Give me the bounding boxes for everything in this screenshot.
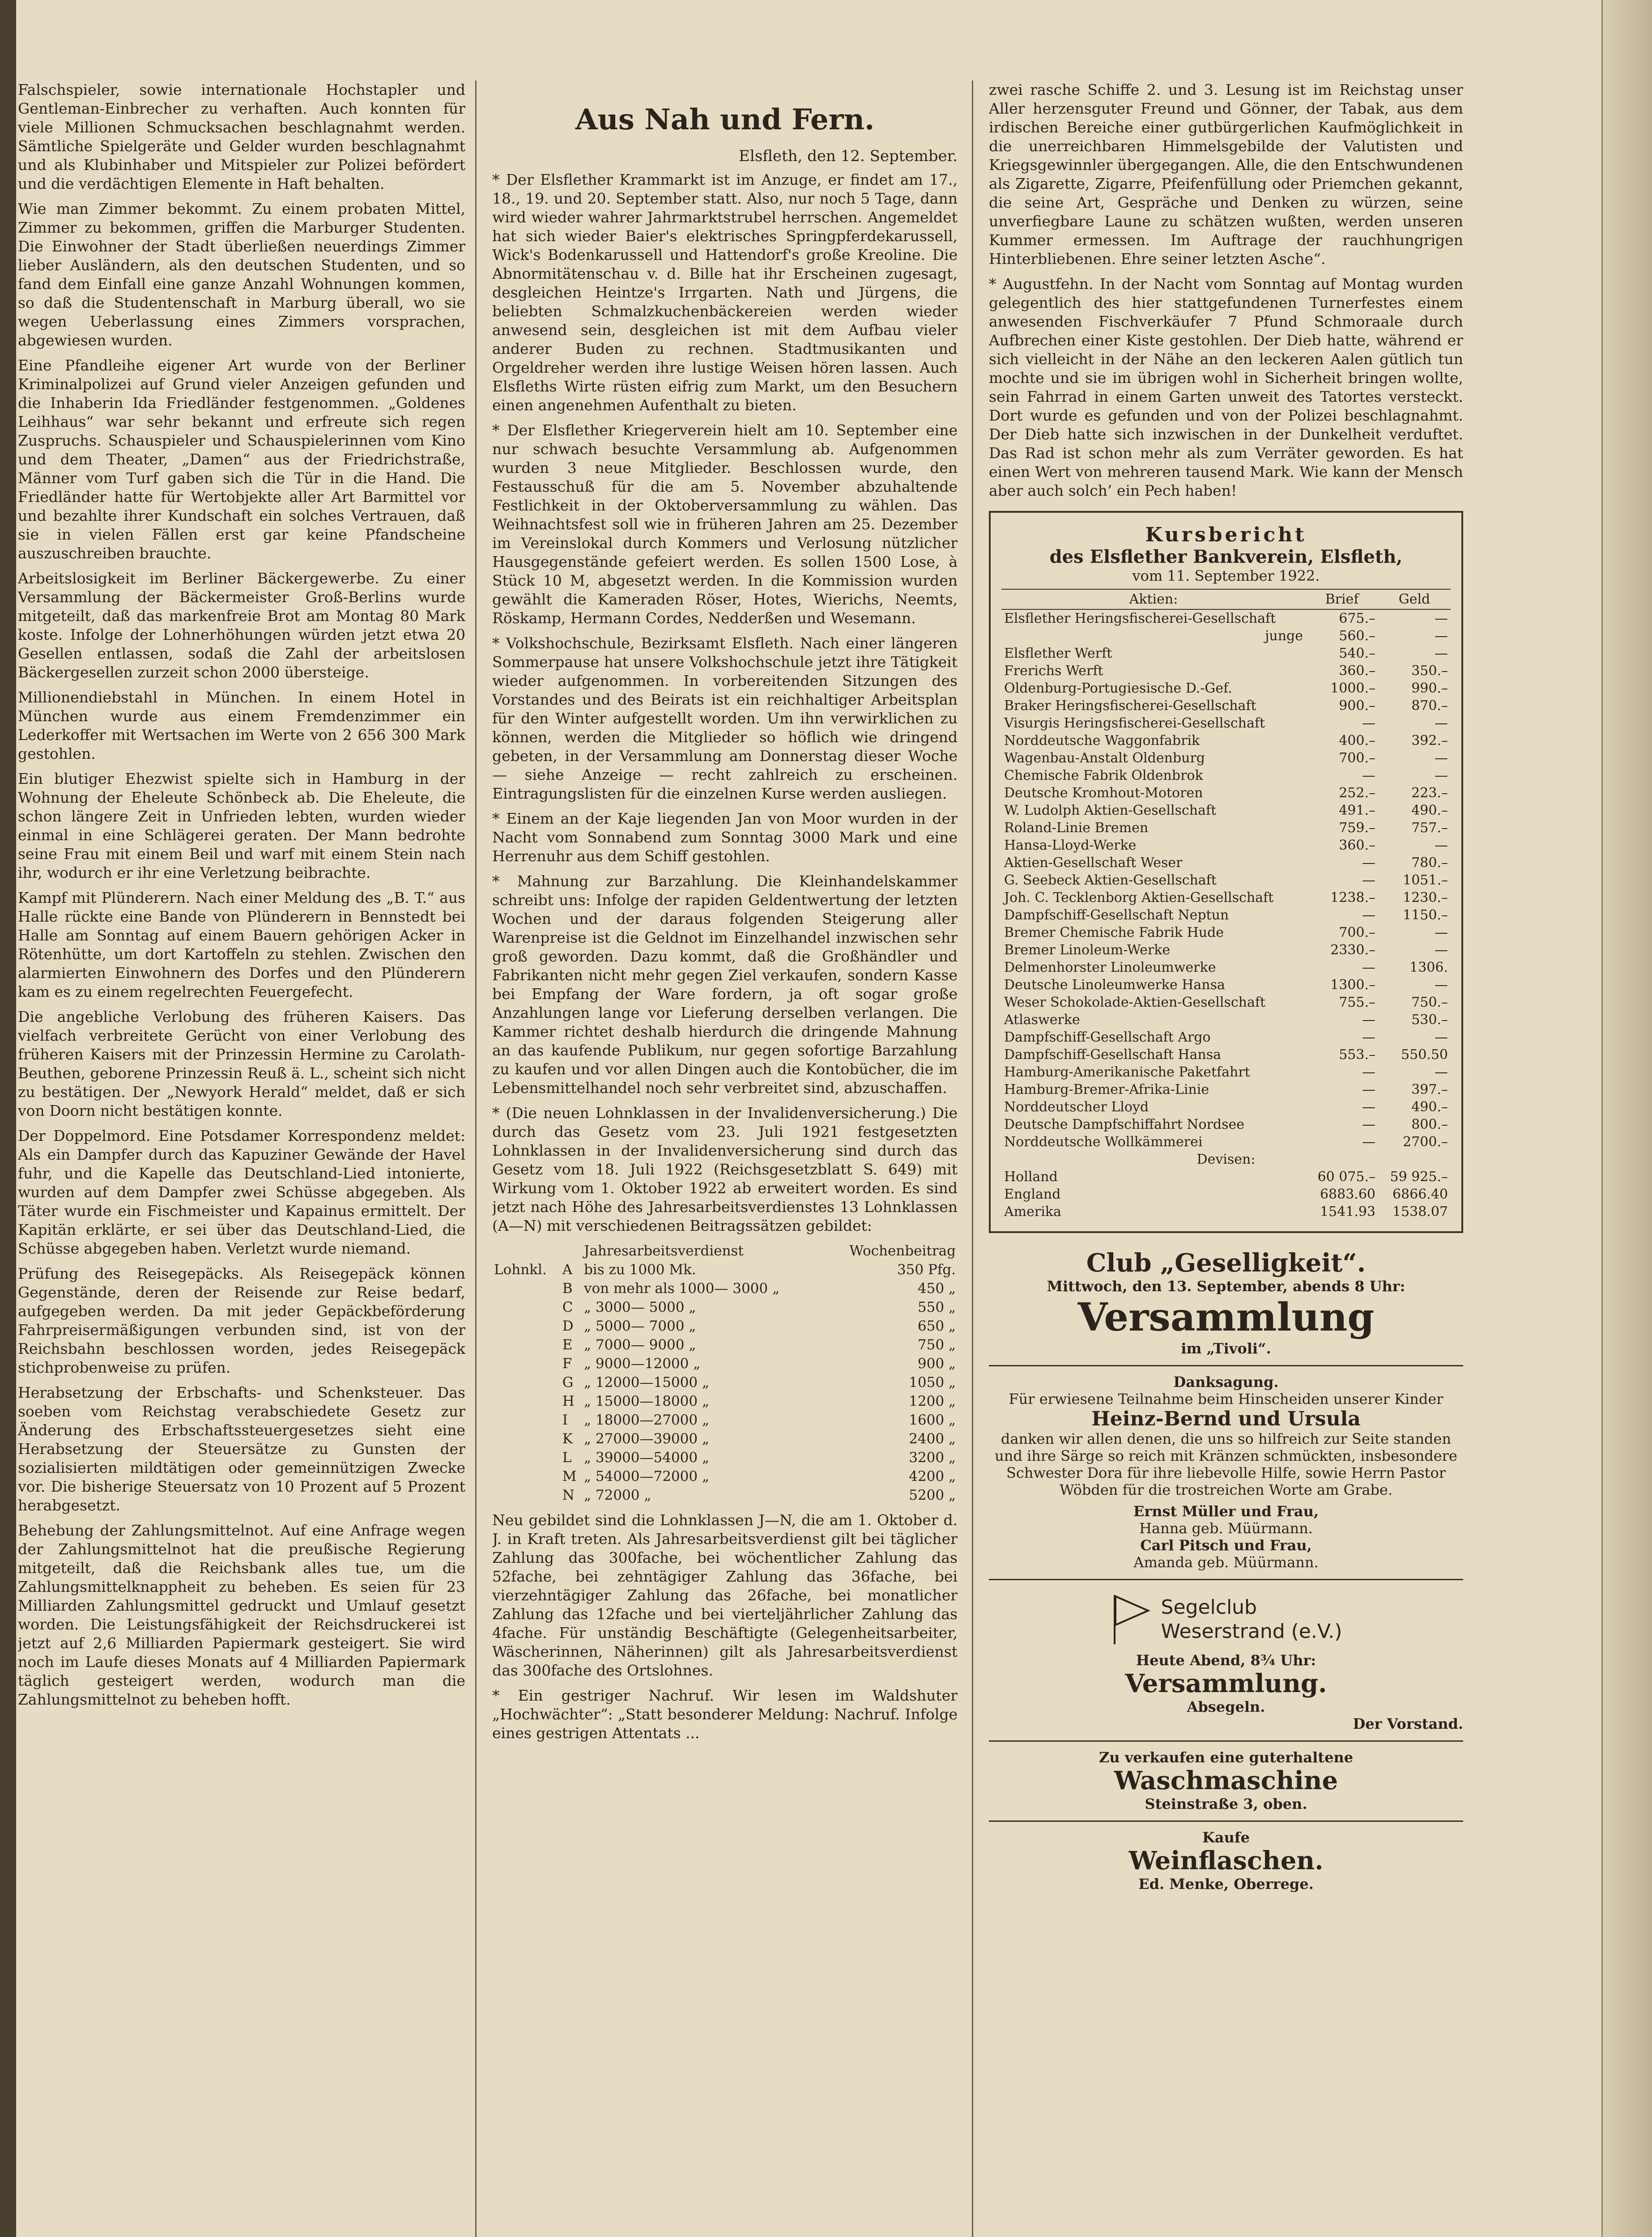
table-cell: Amerika	[1004, 1204, 1061, 1220]
table-cell: 397.–	[1411, 1082, 1448, 1097]
table-row	[1001, 732, 1451, 749]
ad-headline: Versammlung.	[1125, 1669, 1327, 1698]
article-paragraph: * Volkshochschule, Bezirksamt Elsfleth. Nach einer längeren Sommerpause hat unsere Volkshochschule jetzt ihre Tätigkeit wieder aufgenommen. In vorbereitenden Sitzungen des Vorstandes und des Beirats ist ein reichhaltiger Arbeitsplan für den Winter aufgestellt worden. Um ihn verwirklichen zu können, werden die Mitglieder so höflich wie dringend gebeten, in der Versammlung am Donnerstag dieser Woche — siehe Anzeige — recht zahlreich zu erscheinen. Eintragungslisten für die einzelnen Kurse werden ausliegen.	[492, 634, 958, 802]
table-header: Wochenbeitrag	[849, 1243, 956, 1259]
table-cell: „ 9000—12000 „	[583, 1356, 701, 1372]
table-cell: 59 925.–	[1390, 1169, 1448, 1185]
table-cell: Elsflether Werft	[1004, 646, 1112, 661]
table-row	[492, 1392, 958, 1411]
table-cell: 490.–	[1411, 1099, 1448, 1115]
table-row	[1001, 819, 1451, 837]
table-cell: Norddeutsche Waggonfabrik	[1004, 733, 1200, 749]
table-cell: H	[562, 1393, 575, 1409]
table-cell: —	[1362, 855, 1375, 871]
table-cell: Roland-Linie Bremen	[1004, 820, 1149, 836]
table-cell: „ 18000—27000 „	[583, 1412, 710, 1428]
article-paragraph: Wie man Zimmer bekommt. Zu einem probaten Mittel, Zimmer zu bekommen, griffen die Marburger Studenten. Die Einwohner der Stadt überließen neuerdings Zimmer lieber Ausländern, als den deutschen Studenten, und so fand dem Einfall eine ganze Anzahl Wohnungen kommen, so daß die Studentenschaft in Marburg überall, wo sie wegen Ueberlassung eines Zimmers vorsprachen, abgewiesen wurden.	[18, 200, 465, 349]
table-cell: Visurgis Heringsfischerei-Gesellschaft	[1004, 715, 1265, 731]
article-paragraph: * (Die neuen Lohnklassen in der Invalidenversicherung.) Die durch das Gesetz vom 23. Juli 1921 festgesetzten Lohnklassen in der Invalidenversicherung sind durch das Gesetz vom 18. Juli 1922 (Reichsgesetzblatt S. 649) mit Wirkung vom 1. Oktober 1922 ab erweitert worden. Es sind jetzt nach Höhe des Jahresarbeitsverdienstes 13 Lohnklassen (A—N) mit verschiedenen Beitragssätzen gebildet:	[492, 1104, 958, 1234]
table-cell: „ 5000— 7000 „	[583, 1318, 696, 1334]
table-cell: G. Seebeck Aktien-Gesellschaft	[1004, 872, 1217, 888]
table-cell: 4200 „	[909, 1468, 956, 1484]
ad-title: Club „Geselligkeit“.	[1086, 1248, 1366, 1278]
table-row	[492, 1373, 958, 1392]
table-row	[1001, 1081, 1451, 1098]
ad-text: Ed. Menke, Oberrege.	[1138, 1876, 1314, 1893]
table-cell: Dampfschiff-Gesellschaft Argo	[1004, 1029, 1211, 1045]
article-paragraph: * Der Elsflether Krammarkt ist im Anzuge, er findet am 17., 18., 19. und 20. September statt. Also, nur noch 5 Tage, dann wird wieder wahrer Jahrmarktstrubel herrschen. Angemeldet hat sich wieder Baier's elektrisches Springpferdekarussell, Wick's Bodenkarussell und Hattendorf's große Kreoline. Die Abnormitätenschau v. d. Bille hat ihr Erscheinen zugesagt, desgleichen Heintze's Irrgarten. Nath und Jürgens, die beliebten Schmalzkuchenbäckereien werden wieder anwesend sein, desgleichen ist mit dem Aufbau vieler anderer Buden zu rechnen. Stadtmusikanten und Orgeldreher werden ihre lustige Weisen hören lassen. Auch Elsfleths Wirte rüsten eifrig zum Markt, um den Besuchern einen angenehmen Aufenthalt zu bieten.	[492, 171, 958, 414]
table-cell: Hamburg-Amerikanische Paketfahrt	[1004, 1064, 1250, 1080]
table-cell: „ 15000—18000 „	[583, 1393, 710, 1409]
table-row	[492, 1354, 958, 1373]
table-cell: —	[1435, 1029, 1448, 1045]
table-cell: 1000.–	[1330, 680, 1375, 696]
ad-text: Mittwoch, den 13. September, abends 8 Uhr:	[1047, 1278, 1405, 1295]
table-row	[1001, 1186, 1451, 1203]
table-cell	[492, 1335, 561, 1354]
table-cell: 350 Pfg.	[897, 1262, 956, 1278]
table-cell	[492, 1467, 561, 1486]
table-row	[492, 1448, 958, 1467]
table-cell: M	[562, 1468, 577, 1484]
article-paragraph: * Einem an der Kaje liegenden Jan von Moor wurden in der Nacht vom Sonnabend zum Sonntag 3000 Mark und eine Herrenuhr aus dem Schiff gestohlen.	[492, 810, 958, 865]
table-cell: Elsflether Heringsfischerei-Gesellschaft	[1004, 611, 1276, 626]
table-cell: 550 „	[917, 1299, 956, 1315]
table-cell: —	[1435, 611, 1448, 626]
table-row	[1001, 1046, 1451, 1063]
table-cell: —	[1362, 1099, 1375, 1115]
ad-text: Für erwiesene Teilnahme beim Hinscheiden unserer Kinder	[1009, 1391, 1443, 1408]
table-cell: Lohnkl.	[494, 1262, 547, 1278]
table-cell: „ 7000— 9000 „	[583, 1337, 696, 1353]
table-cell: W. Ludolph Aktien-Gesellschaft	[1004, 803, 1217, 818]
table-cell: —	[1362, 1082, 1375, 1097]
table-cell: —	[1362, 872, 1375, 888]
table-cell	[492, 1298, 561, 1317]
table-cell: —	[1362, 715, 1375, 731]
table-cell: 2330.–	[1330, 942, 1375, 958]
table-cell: 757.–	[1411, 820, 1448, 836]
table-cell: Bremer Linoleum-Werke	[1004, 942, 1171, 958]
table-cell: 553.–	[1339, 1047, 1375, 1063]
table-row	[1001, 1168, 1451, 1186]
table-row	[1001, 1151, 1451, 1168]
table-row	[1001, 697, 1451, 714]
table-cell: 360.–	[1339, 663, 1375, 679]
table-cell: 60 075.–	[1317, 1169, 1375, 1185]
table-cell: Dampfschiff-Gesellschaft Neptun	[1004, 907, 1229, 923]
ad-text: danken wir allen denen, die uns so hilfreich zur Seite standen und ihre Särge so reich mit Kränzen schmückten, insbesondere Schwester Dora für ihre liebevolle Hilfe, sowie Herrn Pastor Wöbden für die trostreichen Worte am Grabe.	[995, 1430, 1457, 1498]
table-cell: Aktien-Gesellschaft Weser	[1004, 855, 1183, 871]
table-row	[1001, 941, 1451, 959]
table-cell: Norddeutscher Lloyd	[1004, 1099, 1149, 1115]
table-cell	[492, 1392, 561, 1411]
table-row	[1001, 662, 1451, 680]
table-cell: A	[562, 1262, 573, 1278]
table-row	[1001, 802, 1451, 819]
table-row	[1001, 1063, 1451, 1081]
table-cell: 5200 „	[909, 1487, 956, 1503]
article-paragraph: Behebung der Zahlungsmittelnot. Auf eine Anfrage wegen der Zahlungsmittelnot hat die preußische Regierung mitgeteilt, daß die Reichsbank alles tue, um die Zahlungsmittelknappheit zu beheben. Es seien für 23 Milliarden Zahlungsmittel gedruckt und Umlauf gesetzt worden. Die Leistungsfähigkeit der Reichsdruckerei ist jetzt auf 2,6 Milliarden Papiermark gesteigert. Sie wird noch im Laufe dieses Monats auf 4 Milliarden Papiermark täglich gesteigert werden, wodurch man die Zahlungsmittelnot zu beheben hofft.	[18, 1522, 465, 1708]
lohnklassen-table	[492, 1242, 958, 1505]
binding-gutter	[0, 0, 16, 2237]
table-cell: —	[1435, 838, 1448, 853]
table-row	[1001, 837, 1451, 854]
segelclub-logo	[989, 1593, 1463, 1646]
table-cell	[492, 1279, 561, 1298]
table-row	[1001, 1029, 1451, 1046]
table-subheader: Devisen:	[1196, 1152, 1256, 1167]
table-cell: Hansa-Lloyd-Werke	[1004, 838, 1137, 853]
article-paragraph: * Mahnung zur Barzahlung. Die Kleinhandelskammer schreibt uns: Infolge der rapiden Geldentwertung der letzten Wochen und der daraus folgenden Steigerung aller Warenpreise ist die Geldnot im Einzelhandel inzwischen sehr groß geworden. Dazu kommt, daß die Großhändler und Fabrikanten nicht mehr gegen Ziel verkaufen, sondern Kasse bei Empfang der Ware fordern, ja oft sogar große Anzahlungen lange vor Lieferung derselben verlangen. Die Kammer richtet deshalb hierdurch die dringende Mahnung an das kaufende Publikum, nur gegen sofortige Barzahlung zu kaufen und vor allen Dingen auch die Kontobücher, die im Lebensmittelhandel noch sehr verbreitet sind, abzuschaffen.	[492, 872, 958, 1097]
ad-headline: Weinflaschen.	[1128, 1846, 1324, 1876]
table-row	[1001, 994, 1451, 1011]
table-cell: 870.–	[1411, 698, 1448, 714]
table-row	[1001, 906, 1451, 924]
table-cell: 550.50	[1401, 1047, 1448, 1063]
ad-text: Steinstraße 3, oben.	[1145, 1795, 1307, 1812]
article-paragraph: Eine Pfandleihe eigener Art wurde von der Berliner Kriminalpolizei auf Grund vieler Anzeigen gefunden und die Inhaberin Ida Friedländer festgenommen. „Goldenes Leihhaus“ war sehr bekannt und erfreute sich regen Zuspruchs. Schauspieler und Schauspielerinnen vom Kino und dem Theater, „Damen“ aus der Friedrichstraße, Männer vom Turf gaben sich die Tür in die Hand. Die Friedländer hatte für Wertobjekte aller Art Barmittel vor und bezahlte ihrer Kundschaft ein solches Vertrauen, daß sie in vielen Fällen erst gar keine Pfandscheine auszuschreiben brauchte.	[18, 357, 465, 562]
table-cell: Chemische Fabrik Oldenbrok	[1004, 768, 1203, 783]
table-row	[1001, 767, 1451, 784]
table-cell: 759.–	[1339, 820, 1375, 836]
table-row	[492, 1467, 958, 1486]
article-paragraph: Herabsetzung der Erbschafts- und Schenksteuer. Das soeben vom Reichstag verabschiedete Gesetz zur Änderung des Erbschaftssteuergesetzes sieht eine Herabsetzung der Steuersätze zu Gunsten der sozialisierten mildtätigen oder gemeinnützigen Zwecke vor. Die bisherige Steuersatz von 10 Prozent auf 5 Prozent herabgesetzt.	[18, 1384, 465, 1514]
table-cell: 6866.40	[1392, 1187, 1448, 1202]
table-cell: „ 3000— 5000 „	[583, 1299, 696, 1315]
table-cell: 800.–	[1411, 1117, 1448, 1132]
table-cell	[561, 1242, 582, 1260]
ad-headline: Waschmaschine	[1114, 1766, 1338, 1795]
table-row	[492, 1335, 958, 1354]
table-cell: 1538.07	[1392, 1204, 1448, 1220]
table-cell: 450 „	[917, 1280, 956, 1297]
table-cell	[492, 1448, 561, 1467]
table-row	[1001, 645, 1451, 662]
table-cell: —	[1435, 628, 1448, 644]
ad-text: Zu verkaufen eine guterhaltene	[1098, 1749, 1354, 1766]
table-cell: N	[562, 1487, 575, 1503]
table-cell: 2700.–	[1403, 1134, 1448, 1150]
table-row	[1001, 854, 1451, 872]
table-cell	[492, 1429, 561, 1448]
ad-names: Heinz-Bernd und Ursula	[1091, 1408, 1361, 1430]
table-cell: —	[1435, 942, 1448, 958]
article-paragraph: Neu gebildet sind die Lohnklassen J—N, die am 1. Oktober d. J. in Kraft treten. Als Jahresarbeitsverdienst gilt bei täglicher Zahlung das 300fache, bei wöchentlicher Zahlung das 52fache, bei zehntägiger Zahlung das 36fache, bei vierzehntägiger Zahlung das 26fache, bei monatlicher Zahlung das 12fache und bei vierteljährlicher Zahlung das 4fache. Für unständig Beschäftigte (Gelegenheitsarbeiter, Wäscherinnen, Näherinnen) gilt als Jahresarbeitsverdienst das 300fache des Ortslohnes.	[492, 1511, 958, 1679]
table-cell: 560.–	[1339, 628, 1375, 644]
table-cell: —	[1362, 960, 1375, 975]
stock-report	[989, 511, 1463, 1233]
table-cell	[492, 1486, 561, 1505]
article-paragraph: zwei rasche Schiffe 2. und 3. Lesung ist im Reichstag unser Aller herzensguter Freund und Gönner, der Tabak, aus dem irdischen Bereiche einer gutbürgerlichen Kaufmöglichkeit in die unerreichbaren Himmelsgebilde der Valutisten und Kriegsgewinnler übergegangen. Alle, die den Entschwundenen als Zigarette, Zigarre, Pfeifenfüllung oder Priemchen gekannt, die seine Art, Gespräche und Denken zu würzen, seine unverfiegbare Laune zu schätzen wußten, werden unseren Kummer ermessen. Im Auftrage der rauchhungrigen Hinterbliebenen. Ehre seiner letzten Asche“.	[989, 81, 1463, 268]
article-paragraph: Arbeitslosigkeit im Berliner Bäckergewerbe. Zu einer Versammlung der Bäckermeister Groß-Berlins wurde mitgeteilt, daß das markenfreie Brot am Montag 80 Mark koste. Infolge der Lohnerhöhungen würden jetzt etwa 20 Gesellen entlassen, sodaß die Zahl der arbeitslosen Bäckergesellen zurzeit schon 2000 übersteige.	[18, 570, 465, 681]
table-cell: 780.–	[1411, 855, 1448, 871]
table-cell: —	[1362, 1064, 1375, 1080]
table-cell: 750 „	[917, 1337, 956, 1353]
table-cell: —	[1435, 977, 1448, 993]
ad-text: im „Tivoli“.	[1181, 1340, 1271, 1357]
stock-table	[1001, 589, 1451, 1221]
table-cell: D	[562, 1318, 574, 1334]
table-cell: 540.–	[1339, 646, 1375, 661]
table-cell: L	[562, 1450, 572, 1466]
table-cell: 252.–	[1339, 785, 1375, 801]
table-cell: „ 27000—39000 „	[583, 1431, 710, 1447]
table-row	[1001, 749, 1451, 767]
ad-club-geselligkeit	[989, 1241, 1463, 1357]
table-cell: Deutsche Linoleumwerke Hansa	[1004, 977, 1225, 993]
article-paragraph: Der Doppelmord. Eine Potsdamer Korrespondenz meldet: Als ein Dampfer durch das Kapuziner Gewände der Havel fuhr, und die Kapelle das Deutschland-Lied intonierte, wurden auf dem Dampfer zwei Schüsse abgegeben. Als Täter wurde ein Fischmeister und Kapainus ermittelt. Der Kapitän erklärte, er sei über das Deutschland-Lied, die Schüsse abgegeben haben. Verletzt wurde niemand.	[18, 1127, 465, 1257]
table-cell: 1230.–	[1403, 890, 1448, 906]
ad-signature: Der Vorstand.	[1353, 1715, 1463, 1732]
table-cell: 900 „	[917, 1356, 956, 1372]
article-paragraph: Kampf mit Plünderern. Nach einer Meldung des „B. T.“ aus Halle rückte eine Bande von Plünderern in Bennstedt bei Halle am Sonntag auf einem Bauern gehörigen Acker in Rötenhütte, um dort Kartoffeln zu stehlen. Zwischen den alarmierten Einwohnern des Dorfes und den Plünderern kam es zu einem regelrechten Feuergefecht.	[18, 889, 465, 1000]
column-left	[18, 81, 465, 2237]
pennant-icon	[1110, 1593, 1150, 1646]
ad-text: Absegeln.	[1187, 1698, 1265, 1715]
stock-report-subtitle: des Elsflether Bankverein, Elsfleth,	[1049, 546, 1403, 567]
table-cell: England	[1004, 1187, 1061, 1202]
ad-segelclub	[989, 1579, 1463, 1732]
table-cell: Frerichs Werft	[1004, 663, 1103, 679]
column-rule	[972, 81, 973, 2237]
table-row	[492, 1411, 958, 1429]
table-cell: 700.–	[1339, 750, 1375, 766]
table-row	[1001, 872, 1451, 889]
table-cell: K	[562, 1431, 573, 1447]
table-cell: 990.–	[1411, 680, 1448, 696]
table-cell: I	[562, 1412, 568, 1428]
article-paragraph: Die angebliche Verlobung des früheren Kaisers. Das vielfach verbreitete Gerücht von einer Verlobung des früheren Kaisers mit der Prinzessin Hermine zu Carolath-Beuthen, geborene Prinzessin Reuß ä. L., scheint sich nicht zu bestätigen. Der „Newyork Herald“ meldet, daß er sich von Doorn nicht bestätigen konnte.	[18, 1008, 465, 1119]
table-cell: —	[1362, 1134, 1375, 1150]
table-cell: 1051.–	[1403, 872, 1448, 888]
column-middle	[492, 81, 958, 2237]
table-cell: von mehr als 1000— 3000 „	[583, 1280, 780, 1297]
ad-signature: Ernst Müller und Frau,	[1133, 1503, 1319, 1520]
table-row	[1001, 714, 1451, 732]
table-cell: „ 54000—72000 „	[583, 1468, 710, 1484]
table-cell: Joh. C. Tecklenborg Aktien-Gesellschaft	[1004, 890, 1274, 906]
ad-text: Heute Abend, 8¾ Uhr:	[1136, 1652, 1316, 1669]
table-cell: 1200 „	[909, 1393, 956, 1409]
table-cell: —	[1435, 1064, 1448, 1080]
article-paragraph: Falschspieler, sowie internationale Hochstapler und Gentleman-Einbrecher zu verhaften. Auch konnten für viele Millionen Schmucksachen beschlagnahmt werden. Sämtliche Spielgeräte und Gelder wurden beschlagnahmt und als Klubinhaber und Mitspieler zur Polizei befördert und die verdächtigen Elemente in Haft behalten.	[18, 81, 465, 192]
table-row	[492, 1279, 958, 1298]
article-paragraph: Prüfung des Reisegepäcks. Als Reisegepäck können Gegenstände, deren der Reisende zur Reise bedarf, aufgegeben werden. Da mit jeder Gepäckbeförderung Fahrpreisermäßigungen verbunden sind, ist von der Reichsbahn beschlossen worden, jedes Reisegepäck stichprobenweise zu prüfen.	[18, 1265, 465, 1376]
table-cell	[492, 1242, 561, 1260]
table-cell: —	[1362, 907, 1375, 923]
table-cell: Delmenhorster Linoleumwerke	[1004, 960, 1216, 975]
table-cell: 350.–	[1411, 663, 1448, 679]
table-header: Aktien:	[1001, 589, 1306, 609]
table-row	[1001, 627, 1451, 645]
table-cell: 530.–	[1411, 1012, 1448, 1028]
segelclub-name: Weserstrand (e.V.)	[1161, 1620, 1342, 1643]
table-cell: 1050 „	[909, 1374, 956, 1391]
table-row	[1001, 889, 1451, 906]
table-cell: Norddeutsche Wollkämmerei	[1004, 1134, 1203, 1150]
table-cell: E	[562, 1337, 573, 1353]
table-cell: 900.–	[1339, 698, 1375, 714]
table-cell: 1300.–	[1330, 977, 1375, 993]
table-cell: bis zu 1000 Mk.	[583, 1262, 696, 1278]
table-cell: C	[562, 1299, 573, 1315]
ad-title: Danksagung.	[1173, 1374, 1279, 1391]
table-cell: B	[562, 1280, 573, 1297]
ad-waschmaschine	[989, 1740, 1463, 1812]
table-cell: —	[1435, 715, 1448, 731]
table-cell: —	[1362, 768, 1375, 783]
table-cell: Dampfschiff-Gesellschaft Hansa	[1004, 1047, 1221, 1063]
article-paragraph: * Ein gestriger Nachruf. Wir lesen im Waldshuter „Hochwächter“: „Statt besonderer Meldung: Nachruf. Infolge eines gestrigen Attentats ...	[492, 1687, 958, 1742]
table-cell: 1238.–	[1330, 890, 1375, 906]
table-header: Geld	[1378, 589, 1451, 609]
table-row	[1001, 680, 1451, 697]
table-cell: 6883.60	[1320, 1187, 1375, 1202]
table-cell: Braker Heringsfischerei-Gesellschaft	[1004, 698, 1256, 714]
table-cell: —	[1435, 646, 1448, 661]
table-cell: 755.–	[1339, 995, 1375, 1010]
dateline: Elsfleth, den 12. September.	[739, 147, 958, 165]
table-cell: 1306.	[1409, 960, 1448, 975]
table-row	[492, 1317, 958, 1335]
ad-text: Kaufe	[1202, 1829, 1250, 1846]
table-cell: 490.–	[1411, 803, 1448, 818]
table-cell: junge	[1265, 628, 1303, 644]
table-cell: Holland	[1004, 1169, 1058, 1185]
table-row	[1001, 924, 1451, 941]
table-cell	[492, 1354, 561, 1373]
table-cell: —	[1435, 768, 1448, 783]
section-title: Aus Nah und Fern.	[575, 103, 875, 136]
table-cell: —	[1435, 750, 1448, 766]
table-cell: 491.–	[1339, 803, 1375, 818]
table-cell	[492, 1317, 561, 1335]
table-cell: 392.–	[1411, 733, 1448, 749]
table-cell: 400.–	[1339, 733, 1375, 749]
table-cell: 1150.–	[1403, 907, 1448, 923]
table-cell: —	[1362, 1117, 1375, 1132]
article-paragraph: Ein blutiger Ehezwist spielte sich in Hamburg in der Wohnung der Eheleute Schönbeck ab. Die Eheleute, die schon längere Zeit in Unfrieden lebten, wurden wieder einmal in eine Schlägerei geraten. Der Mann bedrohte seine Frau mit einem Beil und warf mit einem Stein nach ihr, wodurch er ihr eine Verletzung beibrachte.	[18, 770, 465, 881]
table-cell: 1541.93	[1320, 1204, 1375, 1220]
table-row	[1001, 1116, 1451, 1133]
table-cell: Bremer Chemische Fabrik Hude	[1004, 925, 1224, 940]
table-header: Brief	[1306, 589, 1378, 609]
table-cell: 360.–	[1339, 838, 1375, 853]
ad-signature: Hanna geb. Müürmann.	[1139, 1520, 1313, 1537]
table-row	[492, 1242, 958, 1260]
segelclub-name: Segelclub	[1161, 1596, 1257, 1619]
page-edge	[1601, 0, 1652, 2237]
column-rule	[475, 81, 477, 2237]
table-cell: Weser Schokolade-Aktien-Gesellschaft	[1004, 995, 1266, 1010]
table-row	[1001, 1011, 1451, 1029]
table-cell: G	[562, 1374, 574, 1391]
table-header: Jahresarbeitsverdienst	[583, 1243, 744, 1259]
ad-signature: Carl Pitsch und Frau,	[1140, 1537, 1312, 1554]
table-cell: Wagenbau-Anstalt Oldenburg	[1004, 750, 1205, 766]
table-row	[1001, 1203, 1451, 1221]
table-cell: Deutsche Dampfschiffahrt Nordsee	[1004, 1117, 1245, 1132]
table-cell: „ 12000—15000 „	[583, 1374, 710, 1391]
table-cell: 223.–	[1411, 785, 1448, 801]
table-row	[492, 1298, 958, 1317]
table-cell: 3200 „	[909, 1450, 956, 1466]
stock-report-title: Kursbericht	[1145, 523, 1307, 546]
table-cell: —	[1362, 1012, 1375, 1028]
table-cell: „ 72000 „	[583, 1487, 651, 1503]
table-row	[1001, 784, 1451, 802]
table-row	[492, 1260, 958, 1279]
table-cell: 1600 „	[909, 1412, 956, 1428]
table-cell: —	[1362, 1029, 1375, 1045]
stock-report-date: vom 11. September 1922.	[1132, 567, 1320, 584]
ad-headline: Versammlung	[1077, 1295, 1375, 1340]
table-cell: Oldenburg-Portugiesische D.-Gef.	[1004, 680, 1232, 696]
article-paragraph: * Der Elsflether Kriegerverein hielt am 10. September eine nur schwach besuchte Versammlung ab. Aufgenommen wurden 3 neue Mitglieder. Beschlossen wurde, den Festausschuß für die am 5. November abzuhaltende Festlichkeit in der Oktoberversammlung zu wählen. Das Weihnachtsfest soll wie in früheren Jahren am 25. Dezember im Vereinslokal durch Kommers und Verlosung nützlicher Hausgegenstände gefeiert werden. Es sollen 1500 Lose, à Stück 10 M, abgesetzt werden. In die Kommission wurden gewählt die Kameraden Röser, Hotes, Wierichs, Neemts, Röskamp, Hermann Cordes, Nedderßen und Wesemann.	[492, 421, 958, 627]
table-row	[1001, 1133, 1451, 1151]
article-paragraph: Millionendiebstahl in München. In einem Hotel in München wurde aus einem Fremdenzimmer ein Lederkoffer mit Wertsachen im Werte von 2 656 300 Mark gestohlen.	[18, 689, 465, 762]
table-cell: 700.–	[1339, 925, 1375, 940]
table-row	[492, 1486, 958, 1505]
table-row	[1001, 609, 1451, 627]
table-cell: —	[1435, 925, 1448, 940]
table-cell: 650 „	[917, 1318, 956, 1334]
table-cell	[492, 1411, 561, 1429]
table-row	[1001, 589, 1451, 609]
ad-weinflaschen	[989, 1820, 1463, 1893]
table-row	[1001, 976, 1451, 994]
table-cell: 750.–	[1411, 995, 1448, 1010]
table-cell: Hamburg-Bremer-Afrika-Linie	[1004, 1082, 1209, 1097]
ad-signature: Amanda geb. Müürmann.	[1133, 1554, 1319, 1571]
table-row	[492, 1429, 958, 1448]
ad-danksagung	[989, 1365, 1463, 1571]
table-row	[1001, 959, 1451, 976]
table-cell: Deutsche Kromhout-Motoren	[1004, 785, 1203, 801]
table-cell	[492, 1373, 561, 1392]
article-paragraph: * Augustfehn. In der Nacht vom Sonntag auf Montag wurden gelegentlich des hier stattgefundenen Turnerfestes einem anwesenden Fischverkäufer 7 Pfund Schmoraale durch Aufbrechen einer Kiste gestohlen. Der Dieb hatte, während er sich vielleicht in der Nähe an den leckeren Aalen gütlich tun mochte und sie im übrigen wohl in Sicherheit bringen wollte, sein Fahrrad in einem Garten unweit des Tatortes versteckt. Dort wurde es gefunden und von der Polizei beschlagnahmt. Der Dieb hatte sich inzwischen in der Dunkelheit verduftet. Das Rad ist schon mehr als zum Verräter geworden. Es hat einen Wert von mehreren tausend Mark. Wie kann der Mensch aber auch solch’ ein Pech haben!	[989, 275, 1463, 499]
column-right	[989, 81, 1463, 2237]
table-cell: Atlaswerke	[1004, 1012, 1080, 1028]
table-cell: 2400 „	[909, 1431, 956, 1447]
table-cell: „ 39000—54000 „	[583, 1450, 710, 1466]
table-row	[1001, 1098, 1451, 1116]
table-cell: F	[562, 1356, 572, 1372]
table-cell: 675.–	[1339, 611, 1375, 626]
